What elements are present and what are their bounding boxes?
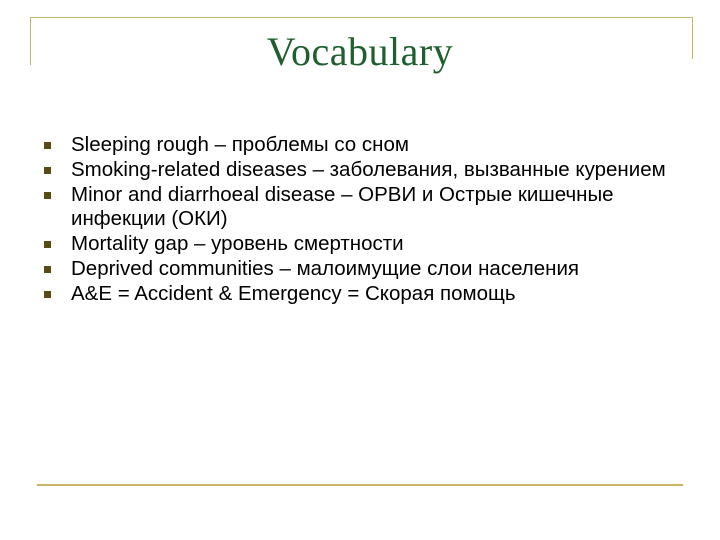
list-item <box>42 133 682 157</box>
list-item-text: Mortality gap – уровень смертности <box>71 231 404 255</box>
frame-bottom-line <box>37 484 683 486</box>
frame-top-line <box>30 17 693 18</box>
slide-title: Vocabulary <box>266 29 454 74</box>
square-bullet-icon <box>44 291 51 298</box>
square-bullet-icon <box>44 266 51 273</box>
square-bullet-icon <box>44 142 51 149</box>
list-item <box>42 232 682 256</box>
list-item-text: Smoking-related diseases – заболевания, вызванные курением <box>71 158 666 181</box>
list-item <box>42 282 682 306</box>
square-bullet-icon <box>44 167 51 174</box>
bullet-list <box>42 133 682 307</box>
list-item <box>42 257 682 281</box>
list-item-text: Sleeping rough – проблемы со сном <box>71 133 409 156</box>
list-item <box>42 183 682 230</box>
list-item-text: A&E = Accident & Emergency = Скорая помощь <box>71 281 516 305</box>
square-bullet-icon <box>44 192 51 199</box>
square-bullet-icon <box>44 241 51 248</box>
list-item <box>42 158 682 182</box>
list-item-text: Deprived communities – малоимущие слои населения <box>71 256 580 280</box>
list-item-text: Minor and diarrhoeal disease – ОРВИ и Острые кишечные инфекции (ОКИ) <box>71 183 614 230</box>
